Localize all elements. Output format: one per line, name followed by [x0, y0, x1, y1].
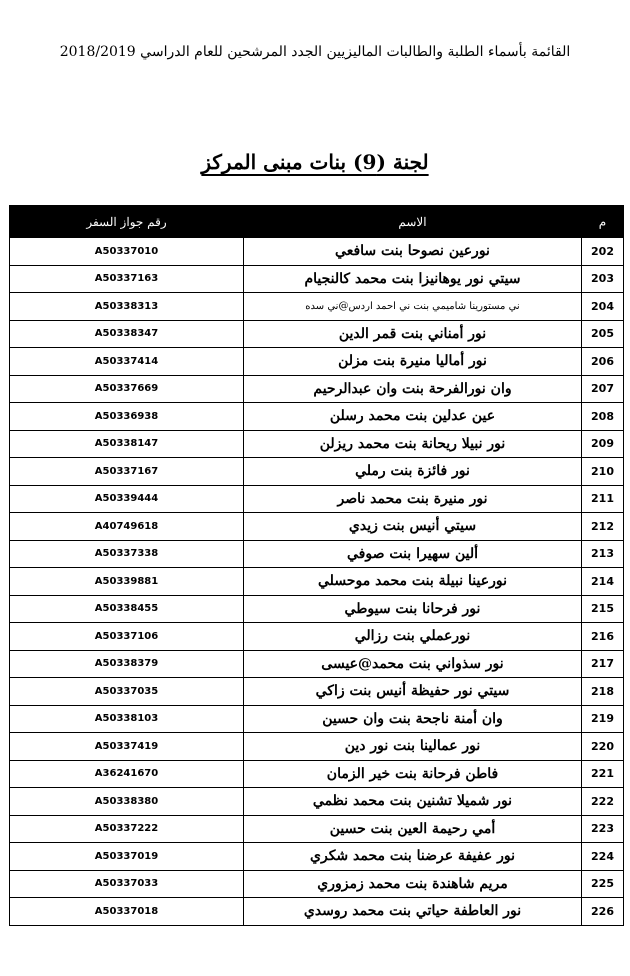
passport-cell: A50337018 — [10, 898, 244, 926]
passport-cell: A50338347 — [10, 320, 244, 348]
table-row — [10, 815, 624, 843]
number-cell: 225 — [582, 870, 624, 898]
name-cell: نور أمناني بنت قمر الدين — [244, 320, 582, 348]
number-cell: 203 — [582, 265, 624, 293]
table-row — [10, 595, 624, 623]
name-cell: نور فرحانا بنت سيوطي — [244, 595, 582, 623]
passport-cell: A50337106 — [10, 623, 244, 651]
passport-cell: A50337163 — [10, 265, 244, 293]
table-row — [10, 320, 624, 348]
committee-title-text: لجنة (9) بنات مبنى المركز — [201, 150, 429, 174]
number-cell: 210 — [582, 458, 624, 486]
passport-cell: A36241670 — [10, 760, 244, 788]
name-cell: وان أمنة ناجحة بنت وان حسين — [244, 705, 582, 733]
table-row — [10, 733, 624, 761]
name-cell: نورعينا نبيلة بنت محمد موحسلي — [244, 568, 582, 596]
passport-cell: A50337669 — [10, 375, 244, 403]
passport-cell: A50337035 — [10, 678, 244, 706]
number-cell: 217 — [582, 650, 624, 678]
name-cell: وان نورالفرحة بنت وان عبدالرحيم — [244, 375, 582, 403]
passport-cell: A40749618 — [10, 513, 244, 541]
name-cell: عين عدلين بنت محمد رسلن — [244, 403, 582, 431]
passport-cell: A50337222 — [10, 815, 244, 843]
passport-cell: A50339444 — [10, 485, 244, 513]
name-cell: نور أماليا منيرة بنت مزلن — [244, 348, 582, 376]
number-cell: 214 — [582, 568, 624, 596]
passport-cell: A50338147 — [10, 430, 244, 458]
name-cell: نور العاطفة حياتي بنت محمد روسدي — [244, 898, 582, 926]
passport-cell: A50337033 — [10, 870, 244, 898]
passport-cell: A50338380 — [10, 788, 244, 816]
number-cell: 213 — [582, 540, 624, 568]
header-number: م — [582, 206, 624, 238]
students-table — [9, 205, 624, 926]
name-cell: ني مستورينا شاميمي بنت ني احمد اردس@ني سده — [244, 293, 582, 321]
passport-cell: A50338313 — [10, 293, 244, 321]
passport-cell: A50339881 — [10, 568, 244, 596]
number-cell: 216 — [582, 623, 624, 651]
table-row — [10, 430, 624, 458]
page-heading: القائمة بأسماء الطلبة والطالبات الماليزيين الجدد المرشحين للعام الدراسي 2018/2019 — [59, 44, 571, 60]
table-row — [10, 898, 624, 926]
name-cell: نور عفيفة عرضنا بنت محمد شكري — [244, 843, 582, 871]
name-cell: نور نبيلا ريحانة بنت محمد ريزلن — [244, 430, 582, 458]
name-cell: سيتي نور يوهانيزا بنت محمد كالنجيام — [244, 265, 582, 293]
name-cell: نورعين نصوحا بنت سافعي — [244, 238, 582, 266]
header-name: الاسم — [244, 206, 582, 238]
table-row — [10, 375, 624, 403]
name-cell: نور سذواني بنت محمد@عيسى — [244, 650, 582, 678]
table-row — [10, 568, 624, 596]
number-cell: 207 — [582, 375, 624, 403]
passport-cell: A50338455 — [10, 595, 244, 623]
number-cell: 223 — [582, 815, 624, 843]
name-cell: نور عمالينا بنت نور دين — [244, 733, 582, 761]
name-cell: نورعملي بنت رزالي — [244, 623, 582, 651]
number-cell: 202 — [582, 238, 624, 266]
table-row — [10, 238, 624, 266]
table-row — [10, 843, 624, 871]
name-cell: أمي رحيمة العين بنت حسين — [244, 815, 582, 843]
table-row — [10, 678, 624, 706]
table-row — [10, 788, 624, 816]
passport-cell: A50336938 — [10, 403, 244, 431]
number-cell: 212 — [582, 513, 624, 541]
name-cell: سيتي نور حفيظة أنيس بنت زاكي — [244, 678, 582, 706]
name-cell: فاطن فرحانة بنت خير الزمان — [244, 760, 582, 788]
table-row — [10, 760, 624, 788]
number-cell: 211 — [582, 485, 624, 513]
passport-cell: A50338379 — [10, 650, 244, 678]
table-row — [10, 458, 624, 486]
number-cell: 222 — [582, 788, 624, 816]
table-row — [10, 293, 624, 321]
number-cell: 209 — [582, 430, 624, 458]
number-cell: 220 — [582, 733, 624, 761]
table-row — [10, 485, 624, 513]
passport-cell: A50338103 — [10, 705, 244, 733]
table-row — [10, 870, 624, 898]
passport-cell: A50337167 — [10, 458, 244, 486]
table-body — [10, 238, 624, 926]
table-row — [10, 513, 624, 541]
passport-cell: A50337010 — [10, 238, 244, 266]
number-cell: 221 — [582, 760, 624, 788]
name-cell: سيتي أنيس بنت زيدي — [244, 513, 582, 541]
passport-cell: A50337019 — [10, 843, 244, 871]
number-cell: 226 — [582, 898, 624, 926]
number-cell: 215 — [582, 595, 624, 623]
table-row — [10, 623, 624, 651]
passport-cell: A50337419 — [10, 733, 244, 761]
header-passport: رقم جواز السفر — [10, 206, 244, 238]
number-cell: 206 — [582, 348, 624, 376]
table-row — [10, 540, 624, 568]
passport-cell: A50337338 — [10, 540, 244, 568]
number-cell: 208 — [582, 403, 624, 431]
table-header-row — [10, 206, 624, 238]
number-cell: 218 — [582, 678, 624, 706]
number-cell: 224 — [582, 843, 624, 871]
number-cell: 219 — [582, 705, 624, 733]
name-cell: نور فائزة بنت رملي — [244, 458, 582, 486]
number-cell: 205 — [582, 320, 624, 348]
table-row — [10, 705, 624, 733]
passport-cell: A50337414 — [10, 348, 244, 376]
table-row — [10, 403, 624, 431]
table-row — [10, 650, 624, 678]
name-cell: نور منيرة بنت محمد ناصر — [244, 485, 582, 513]
table-row — [10, 348, 624, 376]
number-cell: 204 — [582, 293, 624, 321]
table-row — [10, 265, 624, 293]
committee-title — [0, 150, 630, 174]
name-cell: نور شميلا تشنين بنت محمد نظمي — [244, 788, 582, 816]
name-cell: مريم شاهندة بنت محمد زمزوري — [244, 870, 582, 898]
name-cell: ألين سهيرا بنت صوفي — [244, 540, 582, 568]
